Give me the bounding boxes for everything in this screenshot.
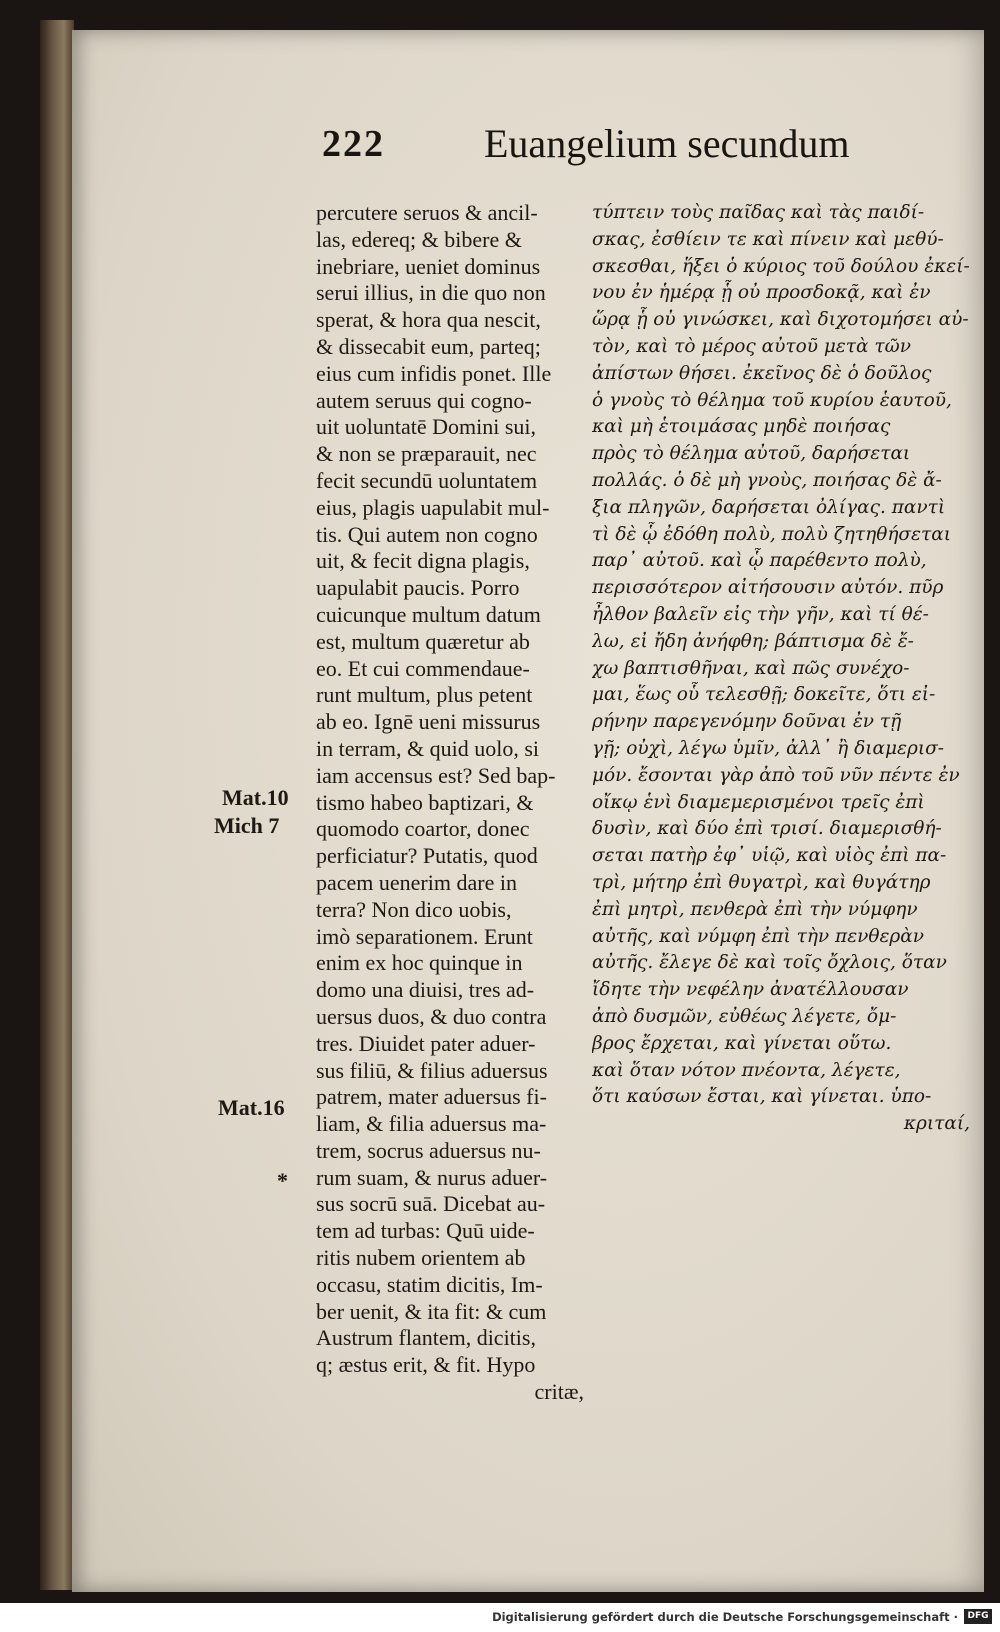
text-line: sus filiū, & filius aduersus — [316, 1057, 548, 1083]
text-line: ἴδητε τὴν νεφέλην ἀνατέλλουσαν — [592, 979, 909, 1001]
text-line: rum suam, & nurus aduer- — [316, 1164, 548, 1190]
book-page — [72, 30, 984, 1592]
margin-note-mich7: Mich 7 — [214, 813, 280, 838]
text-line: οἴκῳ ἑνὶ διαμεμερισμένοι τρεῖς ἐπὶ — [592, 791, 925, 813]
text-line: & non se præparauit, nec — [316, 441, 537, 467]
text-line: eo. Et cui commendaue- — [316, 655, 530, 681]
text-line: κριταί, — [903, 1113, 970, 1135]
text-line: τρὶ, μήτηρ ἐπὶ θυγατρὶ, καὶ θυγάτηρ — [592, 871, 931, 893]
text-line: τὶ δὲ ᾧ ἐδόθη πολὺ, πολὺ ζητηθήσεται — [592, 523, 951, 545]
text-line: νου ἐν ἡμέρᾳ ᾗ οὐ προσδοκᾷ, καὶ ἐν — [592, 282, 931, 304]
text-line: γῇ; οὐχὶ, λέγω ὑμῖν, ἀλλ᾽ ἢ διαμερισ- — [592, 737, 944, 759]
text-line: ξια πληγῶν, δαρήσεται ὀλίγας. παντὶ — [592, 496, 946, 518]
text-line: sperat, & hora qua nescit, — [316, 307, 541, 333]
text-line: tem ad turbas: Quū uide- — [316, 1218, 535, 1244]
text-line: αὐτῆς. ἔλεγε δὲ καὶ τοῖς ὄχλοις, ὅταν — [592, 952, 947, 974]
text-line: ἀπὸ δυσμῶν, εὐθέως λέγετε, ὄμ- — [592, 1005, 897, 1027]
text-line: παρ᾽ αὐτοῦ. καὶ ᾧ παρέθεντο πολὺ, — [592, 550, 927, 572]
text-line: ὁ γνοὺς τὸ θέλημα τοῦ κυρίου ἑαυτοῦ, — [592, 389, 952, 411]
text-line: inebriare, ueniet dominus — [316, 253, 541, 279]
text-line: tis. Qui autem non cogno — [316, 521, 538, 547]
text-line: ab eo. Ignē ueni missurus — [316, 709, 541, 735]
text-line: τὸν, καὶ τὸ μέρος αὐτοῦ μετὰ τῶν — [592, 335, 911, 357]
text-line: liam, & filia aduersus ma- — [316, 1111, 547, 1137]
text-line: tismo habeo baptizari, & — [316, 789, 534, 815]
text-line: domo una diuisi, tres ad- — [316, 977, 535, 1003]
text-line: ἦλθον βαλεῖν εἰς τὴν γῆν, καὶ τί θέ- — [592, 603, 929, 625]
text-line: ρήνην παρεγενόμην δοῦναι ἐν τῇ — [592, 711, 902, 733]
text-line: βρος ἔρχεται, καὶ γίνεται οὕτω. — [592, 1032, 892, 1054]
text-line: terra? Non dico uobis, — [316, 896, 512, 922]
text-line: imò separationem. Erunt — [316, 923, 533, 949]
text-line: iam accensus est? Sed bap- — [316, 762, 556, 788]
margin-note-mat16: Mat.16 — [218, 1095, 285, 1120]
text-line: uapulabit paucis. Porro — [316, 575, 520, 601]
text-line: σκεσθαι, ἥξει ὁ κύριος τοῦ δούλου ἐκεί- — [592, 255, 970, 277]
greek-text-column — [592, 200, 970, 1138]
text-line: perficiatur? Putatis, quod — [316, 843, 538, 869]
text-line: μαι, ἕως οὗ τελεσθῇ; δοκεῖτε, ὅτι εἰ- — [592, 684, 936, 706]
text-line: λω, εἰ ἤδη ἀνήφθη; βάπτισμα δὲ ἔ- — [592, 630, 914, 652]
text-line: ritis nubem orientem ab — [316, 1245, 526, 1271]
text-line: ὥρᾳ ᾗ οὐ γινώσκει, καὶ διχοτομήσει αὐ- — [592, 309, 969, 331]
text-line: ber uenit, & ita fit: & cum — [316, 1298, 547, 1324]
text-line: est, multum quæretur ab — [316, 628, 530, 654]
text-line: eius cum infidis ponet. Ille — [316, 360, 552, 386]
text-line: τύπτειν τοὺς παῖδας καὶ τὰς παιδί- — [592, 202, 925, 223]
text-line: ἐπὶ μητρὶ, πενθερὰ ἐπὶ τὴν νύμφην — [592, 898, 918, 920]
text-line: fecit secundū uoluntatem — [316, 467, 538, 493]
text-line: καὶ ὅταν νότον πνέοντα, λέγετε, — [592, 1059, 901, 1081]
text-line: critæ, — [534, 1379, 584, 1405]
running-title: Euangelium secundum — [484, 121, 850, 166]
digitization-footer — [0, 1603, 1000, 1632]
text-line: χω βαπτισθῆναι, καὶ πῶς συνέχο- — [592, 657, 910, 679]
text-line: uit, & fecit digna plagis, — [316, 548, 530, 574]
text-line: q; æstus erit, & fit. Hypo — [316, 1352, 536, 1378]
text-line: uit uoluntatē Domini sui, — [316, 414, 536, 440]
book-spine-edge — [40, 20, 74, 1590]
text-line: uersus duos, & duo contra — [316, 1003, 547, 1029]
text-line: trem, socrus aduersus nu- — [316, 1137, 541, 1163]
page-number: 222 — [322, 123, 385, 165]
text-line: Austrum flantem, dicitis, — [316, 1325, 536, 1351]
text-line: ἀπίστων θήσει. ἐκεῖνος δὲ ὁ δοῦλος — [592, 362, 932, 384]
dfg-logo: DFG — [964, 1609, 992, 1624]
text-line: serui illius, in die quo non — [316, 280, 546, 306]
text-line: cuicunque multum datum — [316, 601, 541, 627]
text-line: πολλάς. ὁ δὲ μὴ γνοὺς, ποιήσας δὲ ἄ- — [592, 469, 942, 491]
text-line: δυσὶν, καὶ δύο ἐπὶ τρισί. διαμερισθή- — [592, 818, 942, 840]
latin-text-column — [316, 200, 584, 1406]
text-line: patrem, mater aduersus fi- — [316, 1084, 547, 1110]
text-line: σκας, ἐσθίειν τε καὶ πίνειν καὶ μεθύ- — [592, 228, 944, 250]
text-line: σεται πατὴρ ἐφ᾽ υἱῷ, καὶ υἱὸς ἐπὶ πα- — [592, 845, 947, 867]
text-line: enim ex hoc quinque in — [316, 950, 523, 976]
text-line: μόν. ἔσονται γὰρ ἀπὸ τοῦ νῦν πέντε ἐν — [592, 764, 960, 786]
text-line: καὶ μὴ ἑτοιμάσας μηδὲ ποιήσας — [592, 416, 891, 438]
margin-note-asterisk: * — [277, 1168, 288, 1193]
text-line: autem seruus qui cogno- — [316, 387, 532, 413]
text-line: percutere seruos & ancil- — [316, 200, 538, 225]
text-line: quomodo coartor, donec — [316, 816, 530, 842]
text-line: eius, plagis uapulabit mul- — [316, 494, 550, 520]
text-line: & dissecabit eum, parteq; — [316, 333, 541, 359]
text-line: πρὸς τὸ θέλημα αὐτοῦ, δαρήσεται — [592, 443, 911, 465]
text-line: περισσότερον αἰτήσουσιν αὐτόν. πῦρ — [592, 577, 944, 599]
text-line: las, edereq; & bibere & — [316, 226, 522, 252]
text-line: sus socrū suā. Dicebat au- — [316, 1191, 546, 1217]
text-line: pacem uenerim dare in — [316, 869, 517, 895]
text-line: occasu, statim dicitis, Im- — [316, 1271, 543, 1297]
text-line: αὐτῆς, καὶ νύμφη ἐπὶ τὴν πενθερὰν — [592, 925, 925, 947]
text-line: tres. Diuidet pater aduer- — [316, 1030, 536, 1056]
text-line: ὅτι καύσων ἔσται, καὶ γίνεται. ὑπο- — [592, 1086, 932, 1108]
text-line: runt multum, plus petent — [316, 682, 533, 708]
margin-note-mat10: Mat.10 — [222, 785, 289, 810]
funding-credit: Digitalisierung gefördert durch die Deutsche Forschungsgemeinschaft · — [492, 1610, 958, 1624]
text-line: in terram, & quid uolo, si — [316, 735, 540, 761]
